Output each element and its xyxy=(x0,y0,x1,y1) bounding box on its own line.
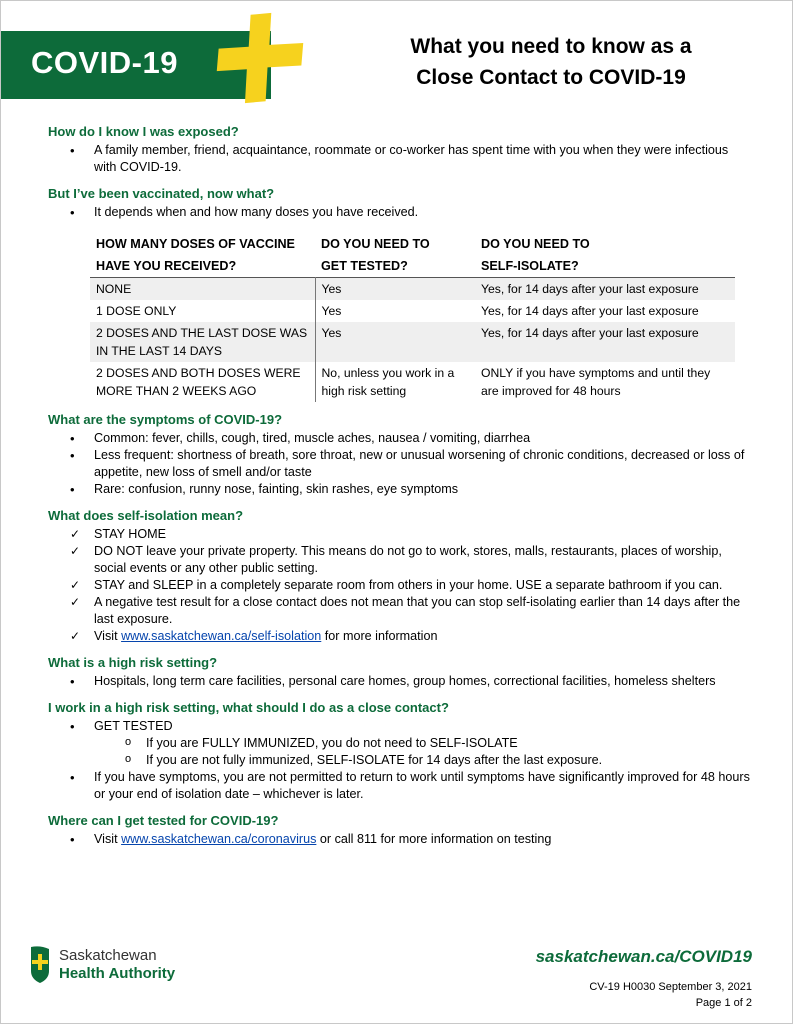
banner-text: COVID-19 xyxy=(31,45,178,80)
list-item: • GET TESTED xyxy=(48,718,753,735)
heading-work-high-risk: I work in a high risk setting, what should I do as a close contact? xyxy=(48,700,449,715)
self-isolation-link[interactable]: www.saskatchewan.ca/self-isolation xyxy=(121,629,322,643)
footer-info xyxy=(589,979,752,1011)
table-cell: ONLY if you have symptoms and until they are improved for 48 hours xyxy=(481,366,711,398)
visit-prefix: Visit xyxy=(94,832,118,846)
heading-symptoms: What are the symptoms of COVID-19? xyxy=(48,412,283,427)
table-cell: Yes xyxy=(315,278,475,301)
heading-exposed: How do I know I was exposed? xyxy=(48,124,239,139)
visit-suffix: for more information xyxy=(324,629,438,643)
table-row xyxy=(90,362,735,402)
list-item: • Rare: confusion, runny nose, fainting, skin rashes, eye symptoms xyxy=(48,481,753,498)
title-line-1: What you need to know as a xyxy=(410,35,692,58)
document-code: CV-19 H0030 September 3, 2021 xyxy=(589,981,752,993)
header-line: DO YOU NEED TO xyxy=(321,237,430,251)
vaccine-table xyxy=(90,233,735,402)
plus-cross-icon xyxy=(213,11,307,105)
table-cell: Yes, for 14 days after your last exposure xyxy=(475,322,735,362)
table-cell: 2 DOSES AND THE LAST DOSE WAS IN THE LAST 14 DAYS xyxy=(90,322,315,362)
list-item: ✓ DO NOT leave your private property. This means do not go to work, stores, malls, restaurants, places of worship, social events or any other public setting. xyxy=(48,543,753,577)
table-header xyxy=(90,233,315,278)
table-cell: Yes xyxy=(321,304,342,318)
list-item: • Hospitals, long term care facilities, personal care homes, group homes, correctional facilities, homeless shelters xyxy=(48,673,753,690)
high-risk-list xyxy=(48,673,753,690)
org-name-line-2: Health Authority xyxy=(59,965,176,982)
list-item xyxy=(48,628,753,645)
main-content xyxy=(48,123,753,848)
visit-suffix: or call 811 for more information on testing xyxy=(319,832,552,846)
header-line: SELF-ISOLATE? xyxy=(481,259,579,273)
list-item: o If you are not fully immunized, SELF-ISOLATE for 14 days after the last exposure. xyxy=(48,752,753,769)
list-item: o If you are FULLY IMMUNIZED, you do not need to SELF-ISOLATE xyxy=(48,735,753,752)
table-row xyxy=(90,278,735,301)
table-cell: Yes, for 14 days after your last exposure xyxy=(481,304,699,318)
table-header xyxy=(315,233,475,278)
header-line: HAVE YOU RECEIVED? xyxy=(96,259,237,273)
sha-logo-icon xyxy=(27,945,53,985)
table-header xyxy=(475,233,735,278)
coronavirus-link[interactable]: www.saskatchewan.ca/coronavirus xyxy=(121,832,317,846)
list-item: ✓ A negative test result for a close contact does not mean that you can stop self-isolating earlier than 14 days after the last exposure. xyxy=(48,594,753,628)
list-item: • Common: fever, chills, cough, tired, muscle aches, nausea / vomiting, diarrhea xyxy=(48,430,753,447)
symptoms-list xyxy=(48,430,753,498)
testing-list xyxy=(48,831,753,848)
list-item xyxy=(48,831,753,848)
list-item: ✓ STAY HOME xyxy=(48,526,753,543)
list-item: • A family member, friend, acquaintance, roommate or co-worker has spent time with you when they were infectious with COVID-19. xyxy=(48,142,753,176)
table-cell: No, unless you work in a high risk setting xyxy=(321,366,455,398)
heading-testing: Where can I get tested for COVID-19? xyxy=(48,813,279,828)
table-row xyxy=(90,300,735,322)
isolation-list xyxy=(48,526,753,645)
list-item: • If you have symptoms, you are not permitted to return to work until symptoms have significantly improved for 48 hours or your end of isolation date – whichever is later. xyxy=(48,769,753,803)
table-cell: 1 DOSE ONLY xyxy=(90,300,315,322)
table-cell: NONE xyxy=(90,278,315,301)
heading-isolation: What does self-isolation mean? xyxy=(48,508,244,523)
document-title xyxy=(341,31,761,93)
table-header-row xyxy=(90,233,735,278)
header-line: GET TESTED? xyxy=(321,259,408,273)
header-line: DO YOU NEED TO xyxy=(481,237,590,251)
work-high-risk-list xyxy=(48,718,753,803)
list-item: ✓ STAY and SLEEP in a completely separate room from others in your home. USE a separate bathroom if you can. xyxy=(48,577,753,594)
list-item: • Less frequent: shortness of breath, sore throat, new or unusual worsening of chronic conditions, decreased or loss of appetite, new loss of smell and/or taste xyxy=(48,447,753,481)
heading-vaccinated: But I’ve been vaccinated, now what? xyxy=(48,186,275,201)
table-cell: Yes xyxy=(315,322,475,362)
vaccinated-list xyxy=(48,204,753,221)
table-cell: 2 DOSES AND BOTH DOSES WERE MORE THAN 2 WEEKS AGO xyxy=(90,362,315,402)
footer-url: saskatchewan.ca/COVID19 xyxy=(535,947,752,966)
page-number: Page 1 of 2 xyxy=(695,997,752,1009)
exposed-list xyxy=(48,142,753,176)
title-line-2: Close Contact to COVID-19 xyxy=(416,66,686,89)
header-line: HOW MANY DOSES OF VACCINE xyxy=(96,237,295,251)
table-cell: Yes, for 14 days after your last exposure xyxy=(475,278,735,301)
list-item: • It depends when and how many doses you have received. xyxy=(48,204,753,221)
org-name-line-1: Saskatchewan xyxy=(59,947,157,964)
heading-high-risk: What is a high risk setting? xyxy=(48,655,218,670)
visit-prefix: Visit xyxy=(94,629,118,643)
table-row xyxy=(90,322,735,362)
